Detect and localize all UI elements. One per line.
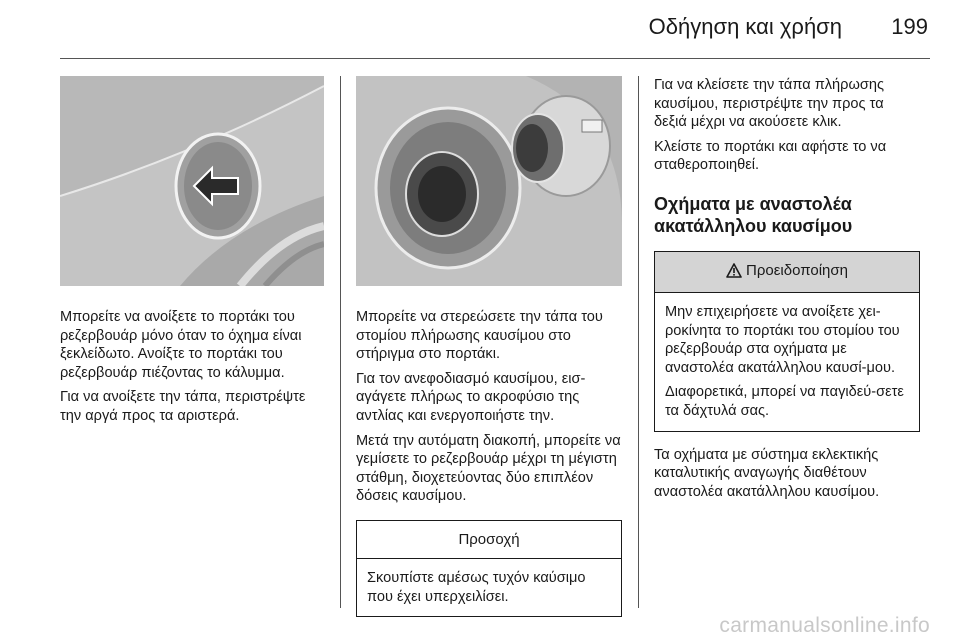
warning-paragraph-1: Μην επιχειρήσετε να ανοίξετε χει-ροκίνητα το πορτάκι του στομίου του ρεζερβουάρ στα οχήματα με αναστολέα ακατάλληλου καυσί-μου. [665, 303, 900, 376]
warning-header [655, 252, 919, 293]
col1-paragraph-2: Για να ανοίξετε την τάπα, περιστρέψτε την αργά προς τα αριστερά. [60, 389, 306, 424]
caution-box [356, 520, 622, 617]
col2-paragraph-3: Μετά την αυτόματη διακοπή, μπορείτε να γεμίσετε το ρεζερβουάρ μέχρι τη μέγιστη στάθμη, διοχετεύοντας δύο επιπλέον δόσεις καυσίμου. [356, 432, 621, 505]
section-heading-line-1: Οχήματα με αναστολέα [654, 193, 852, 214]
fuel-cap-icon [356, 76, 622, 286]
watermark: carmanualsonline.info [719, 614, 930, 637]
figure-fuel-door [60, 76, 324, 286]
warning-paragraph-2: Διαφορετικά, μπορεί να παγιδεύ-σετε τα δάχτυλά σας. [665, 384, 904, 419]
column-divider-1 [340, 76, 341, 608]
header-rule [60, 58, 930, 59]
warning-box [654, 251, 920, 432]
col1-paragraph-1: Μπορείτε να ανοίξετε το πορτάκι του ρεζερβουάρ μόνο όταν το όχημα είναι ξεκλείδωτο. Ανοίξτε το πορτάκι του ρεζερβουάρ πιέζοντας το κάλυμμα. [60, 309, 302, 381]
section-heading-line-2: ακατάλληλου καυσίμου [654, 215, 853, 236]
col2-paragraph-1: Μπορείτε να στερεώσετε την τάπα του στομίου πλήρωσης καυσίμου στο στήριγμα στο πορτάκι. [356, 309, 603, 363]
warning-title: Προειδοποίηση [746, 261, 848, 279]
column-2 [356, 76, 622, 617]
caution-text: Σκουπίστε αμέσως τυχόν καύσιμο που έχει υπερχειλίσει. [367, 569, 586, 605]
warning-body [655, 293, 919, 431]
column-3 [654, 76, 920, 507]
caution-title: Προσοχή [357, 521, 621, 559]
col3-paragraph-2: Κλείστε το πορτάκι και αφήστε το να σταθεροποιηθεί. [654, 138, 887, 174]
col2-paragraph-2: Για τον ανεφοδιασμό καυσίμου, εισ-αγάγετε πλήρως το ακροφύσιο της αντλίας και ενεργοποιήστε την. [356, 370, 586, 424]
warning-triangle-icon [726, 263, 742, 282]
fuel-door-arrow-icon [60, 76, 324, 286]
col3-paragraph-after: Τα οχήματα με σύστημα εκλεκτικής καταλυτικής αναγωγής διαθέτουν αναστολέα ακατάλληλου καυσίμου. [654, 446, 880, 500]
page-header-title: Οδήγηση και χρήση [648, 14, 842, 39]
column-1 [60, 76, 324, 432]
section-heading [654, 193, 920, 237]
page-number: 199 [891, 14, 928, 39]
column-divider-2 [638, 76, 639, 608]
caution-body [357, 559, 621, 616]
figure-fuel-cap [356, 76, 622, 286]
col3-paragraph-1: Για να κλείσετε την τάπα πλήρωσης καυσίμου, περιστρέψτε την προς τα δεξιά μέχρι να ακούσετε κλικ. [654, 77, 885, 131]
